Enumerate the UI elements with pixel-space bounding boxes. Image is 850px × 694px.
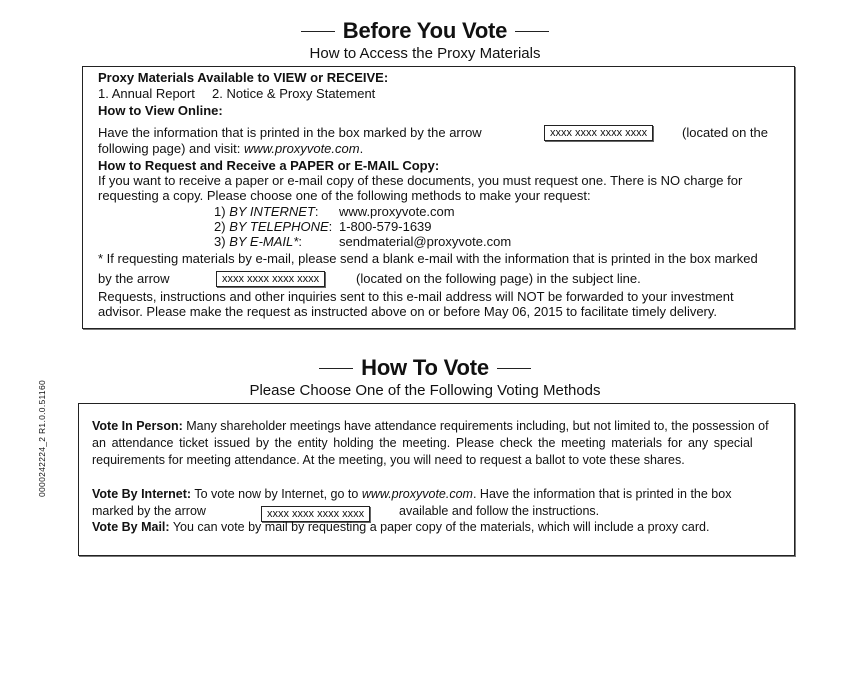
- vote-by-internet-text: Vote By Internet: To vote now by Internet, go to www.proxyvote.com. Have the information that is printed in the box: [92, 487, 732, 501]
- request-method-email-value[interactable]: sendmaterial@proxyvote.com: [339, 234, 512, 249]
- material-item: 1. Annual Report: [98, 86, 195, 101]
- vote-by-internet-text: marked by the arrow: [92, 504, 206, 518]
- vote-in-person-text: requirements for meeting attendance. At the meeting, you will need to request a ballot to vote these shares.: [92, 453, 685, 467]
- section-title-how-to-vote: How To Vote: [0, 355, 850, 381]
- title-rule-right: [515, 31, 549, 32]
- view-online-heading: How to View Online:: [98, 103, 223, 118]
- email-footnote: * If requesting materials by e-mail, please send a blank e-mail with the information that is printed in the box marked: [98, 251, 758, 266]
- vote-in-person-text: Vote In Person: Many shareholder meetings have attendance requirements including, but not limited to, the possession of: [92, 419, 769, 433]
- vote-by-mail-label: Vote By Mail:: [92, 520, 170, 534]
- document-side-code: 0000242224_2 R1.0.0.51160: [37, 380, 47, 497]
- request-copy-heading: How to Request and Receive a PAPER or E-MAIL Copy:: [98, 158, 440, 173]
- voting-methods-box: [78, 403, 795, 556]
- vote-by-internet-label: Vote By Internet:: [92, 487, 192, 501]
- request-method-internet: 1) BY INTERNET:: [214, 204, 319, 219]
- request-method-internet-value[interactable]: www.proxyvote.com: [339, 204, 455, 219]
- control-number-box: xxxx xxxx xxxx xxxx: [216, 271, 325, 287]
- title-rule-left: [301, 31, 335, 32]
- vote-in-person-label: Vote In Person:: [92, 419, 183, 433]
- vote-by-internet-text: available and follow the instructions.: [399, 504, 600, 518]
- requests-notice: advisor. Please make the request as instructed above on or before May 06, 2015 to facilitate timely delivery.: [98, 304, 718, 319]
- view-online-text: following page) and visit: www.proxyvote.com.: [98, 141, 364, 156]
- title-rule-right: [497, 368, 531, 369]
- request-copy-text: If you want to receive a paper or e-mail copy of these documents, you must request one. There is NO charge for: [98, 173, 743, 188]
- section-subtitle: How to Access the Proxy Materials: [309, 45, 541, 62]
- request-copy-text: requesting a copy. Please choose one of the following methods to make your request:: [98, 188, 591, 203]
- request-method-telephone: 2) BY TELEPHONE:: [214, 219, 333, 234]
- material-item: 2. Notice & Proxy Statement: [212, 86, 376, 101]
- proxyvote-link[interactable]: www.proxyvote.com: [243, 141, 360, 156]
- view-online-text: Have the information that is printed in the box marked by the arrow: [98, 125, 482, 140]
- control-number-box: xxxx xxxx xxxx xxxx: [544, 125, 653, 141]
- vote-by-mail-text: Vote By Mail: You can vote by mail by requesting a paper copy of the materials, which will include a proxy card.: [92, 520, 710, 534]
- view-online-text: (located on the: [682, 125, 769, 140]
- request-method-telephone-value: 1-800-579-1639: [339, 219, 432, 234]
- proxyvote-link[interactable]: www.proxyvote.com: [361, 487, 473, 501]
- vote-in-person-text: an attendance ticket issued by the entity holding the meeting. Please check the meeting materials for any special: [92, 436, 753, 450]
- proxy-materials-box: [82, 66, 795, 329]
- section-subtitle: Please Choose One of the Following Voting Methods: [249, 382, 601, 399]
- section-title-before-you-vote: Before You Vote: [0, 18, 850, 44]
- title-rule-left: [319, 368, 353, 369]
- email-footnote: by the arrow: [98, 271, 170, 286]
- request-method-email: 3) BY E-MAIL*:: [214, 234, 302, 249]
- requests-notice: Requests, instructions and other inquiries sent to this e-mail address will NOT be forwarded to your investment: [98, 289, 734, 304]
- control-number-box: xxxx xxxx xxxx xxxx: [261, 506, 370, 522]
- materials-heading: Proxy Materials Available to VIEW or RECEIVE:: [98, 70, 389, 85]
- email-footnote: (located on the following page) in the subject line.: [356, 271, 641, 286]
